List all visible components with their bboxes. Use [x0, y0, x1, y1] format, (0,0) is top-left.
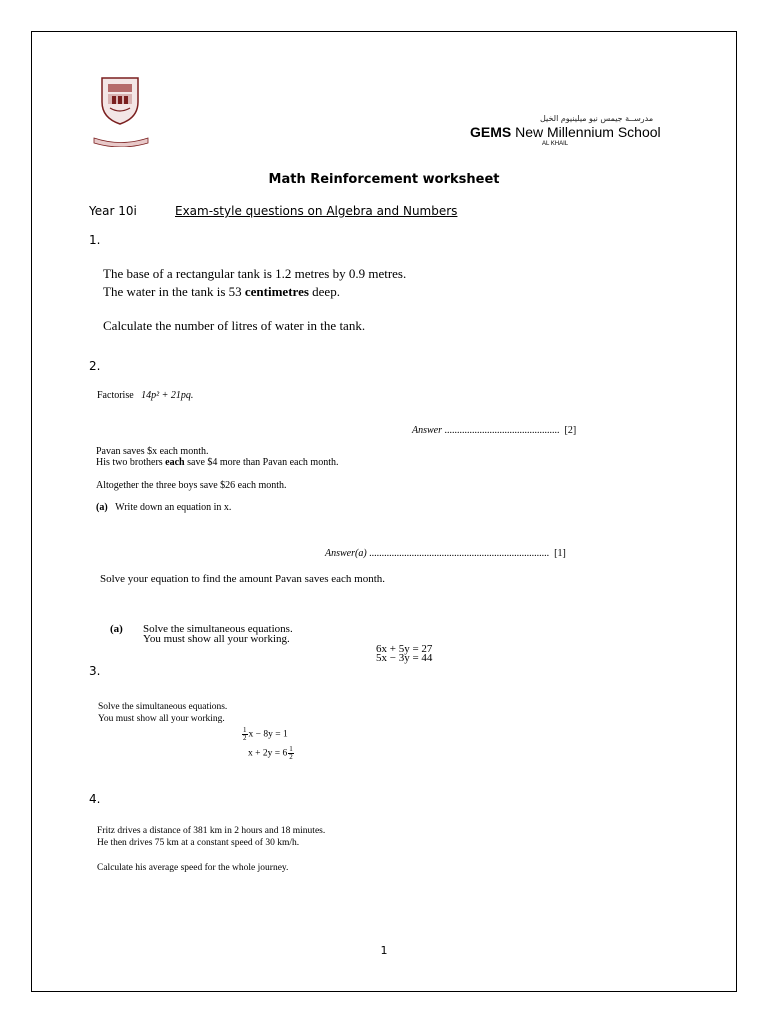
question-2-number: 2. — [89, 359, 101, 373]
sim-equation-2: 5x − 3y = 44 — [376, 652, 433, 664]
pavan-line-2 — [96, 457, 338, 468]
question-3-number: 3. — [89, 664, 101, 678]
q3-frac-num-2: 1 — [289, 745, 293, 753]
factorise-expression: 14p² + 21pq. — [141, 390, 194, 401]
q3-line-2: You must show all your working. — [98, 714, 225, 724]
q1-line-3: Calculate the number of litres of water in the tank. — [103, 318, 366, 333]
answer-marks: [2] — [564, 425, 577, 436]
q3-equation-2 — [248, 746, 295, 761]
school-name — [470, 124, 661, 140]
school-location: AL KHAIL — [542, 141, 569, 147]
q3-line-1: Solve the simultaneous equations. — [98, 702, 228, 712]
question-1-number: 1. — [89, 233, 101, 247]
worksheet-title: Math Reinforcement worksheet — [268, 172, 500, 187]
pavan-line-2-end: save $4 more than Pavan each month. — [184, 457, 339, 468]
school-name-text: New Millennium School — [515, 124, 661, 140]
crest-banner — [92, 135, 150, 147]
topic-heading: Exam-style questions on Algebra and Numbers — [175, 204, 458, 218]
q4-line-2: He then drives 75 km at a constant speed of 30 km/h. — [97, 838, 300, 848]
answer-a-line — [325, 548, 566, 559]
part-a-text: Write down an equation in x. — [115, 502, 232, 513]
answer-a-label: Answer(a) — [325, 548, 367, 559]
sim-line-1: Solve the simultaneous equations. — [143, 623, 293, 635]
answer-dots: .............................................. — [444, 425, 560, 436]
q4-line-1: Fritz drives a distance of 381 km in 2 hours and 18 minutes. — [97, 826, 326, 836]
sim-line-2: You must show all your working. — [143, 633, 290, 645]
question-4-number: 4. — [89, 792, 101, 806]
factorise-label: Factorise — [97, 390, 134, 401]
q1-line-2-bold: centimetres — [244, 284, 309, 299]
page-number: 1 — [380, 944, 388, 957]
q3-frac-den-2: 2 — [289, 753, 293, 761]
sim-label — [110, 623, 123, 635]
school-crest-logo — [98, 74, 142, 126]
q3-frac-num-1: 1 — [243, 726, 247, 734]
pavan-line-1: Pavan saves $x each month. — [96, 446, 209, 457]
year-label: Year 10i — [89, 204, 137, 218]
solve-equation-text: Solve your equation to find the amount Pavan saves each month. — [100, 573, 386, 585]
school-brand: GEMS — [470, 124, 512, 140]
part-a-label: (a) — [96, 502, 108, 513]
q3-fraction-1 — [242, 727, 248, 742]
q1-line-2-end: deep. — [308, 284, 340, 299]
sim-equation-1: 6x + 5y = 27 — [376, 643, 433, 655]
q3-frac-den-1: 2 — [243, 734, 247, 742]
q2-factorise — [97, 390, 193, 401]
sim-part-label: (a) — [110, 623, 123, 635]
q1-line-2 — [103, 284, 340, 300]
q1-line-1: The base of a rectangular tank is 1.2 metres by 0.9 metres. — [103, 266, 407, 281]
q2-answer-line — [412, 425, 576, 436]
answer-a-marks: [1] — [554, 548, 566, 559]
answer-label: Answer — [412, 425, 442, 436]
pavan-line-2-bold: each — [165, 457, 185, 468]
q3-equation-2-start: x + 2y = 6 — [248, 748, 288, 759]
pavan-line-2-start: His two brothers — [96, 457, 166, 468]
part-a-line — [96, 502, 231, 513]
q3-fraction-2 — [288, 746, 294, 761]
answer-a-dots: ........................................................................ — [369, 548, 550, 559]
q1-line-2-start: The water in the tank is 53 — [103, 284, 245, 299]
q3-equation-1 — [241, 727, 288, 742]
school-arabic-name: مدرســة جيمس نيو ميلينيوم الخيل — [540, 114, 654, 123]
q4-line-3: Calculate his average speed for the whole journey. — [97, 863, 289, 873]
pavan-line-3: Altogether the three boys save $26 each month. — [96, 480, 287, 491]
q3-equation-1-rest: x − 8y = 1 — [248, 729, 288, 740]
